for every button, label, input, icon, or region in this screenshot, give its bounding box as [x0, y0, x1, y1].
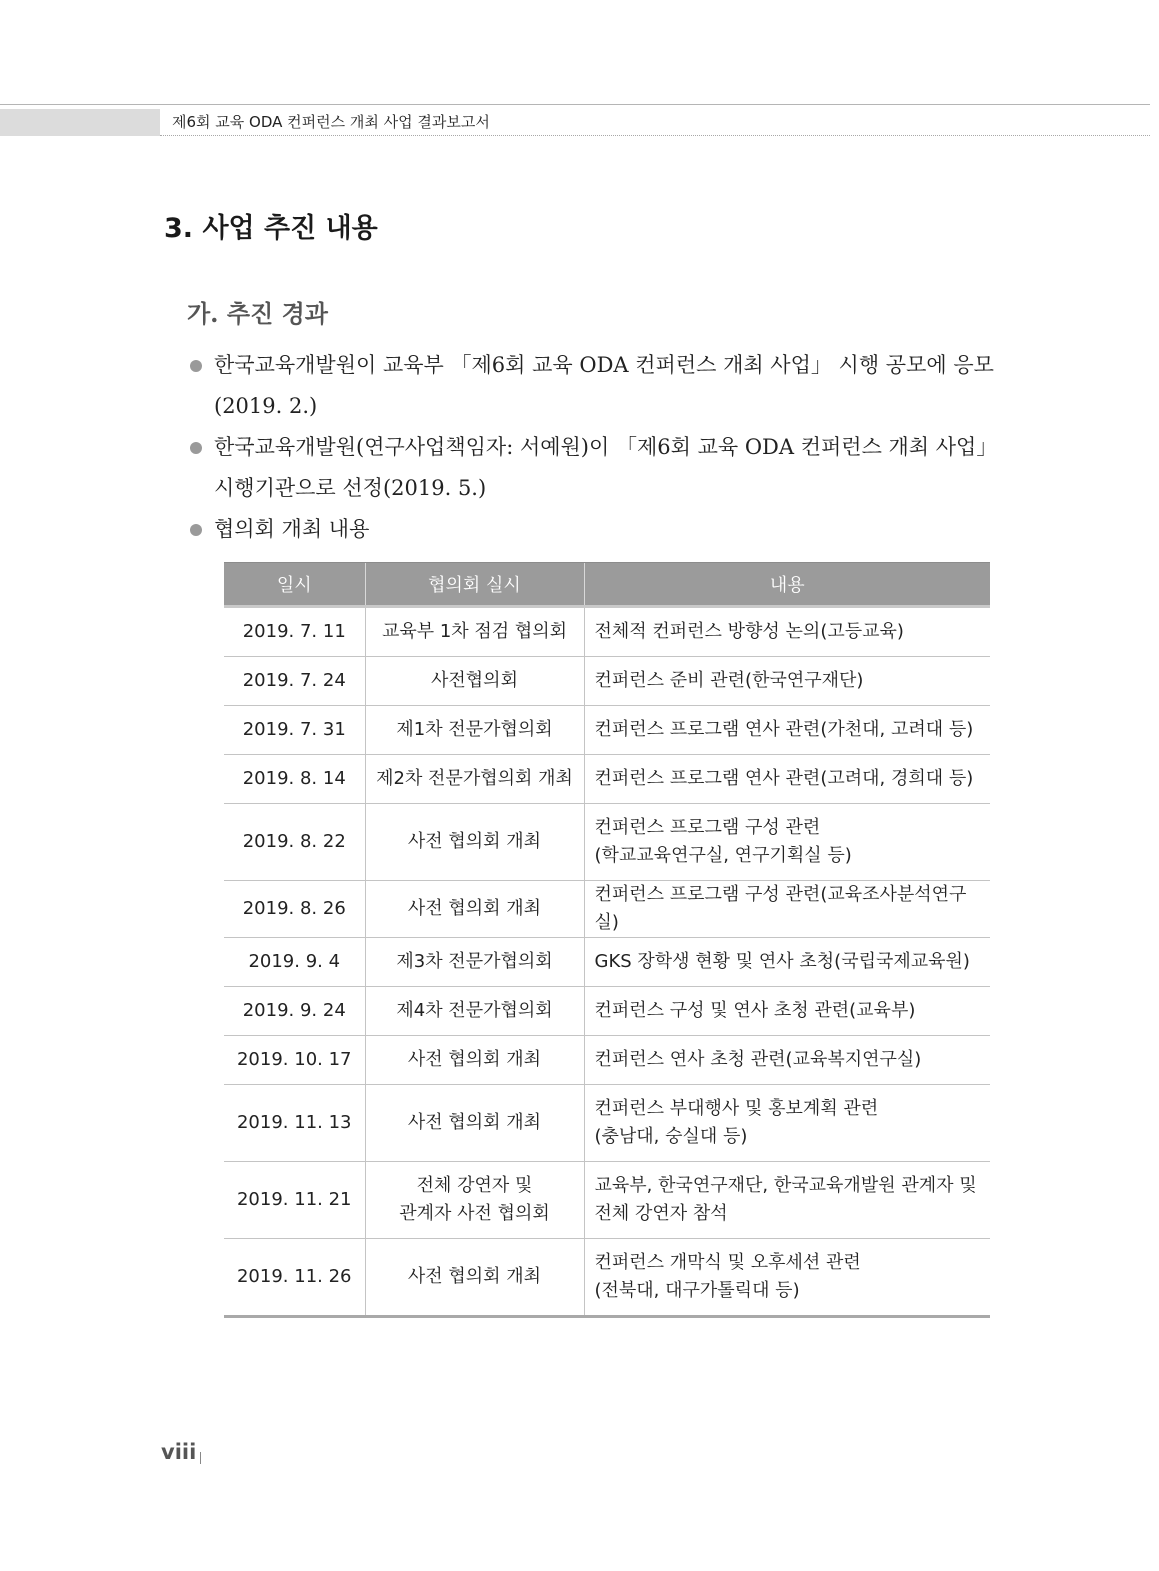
cell-meeting: 사전 협의회 개최 — [365, 881, 584, 938]
bullet-item — [190, 345, 1005, 427]
cell-date: 2019. 8. 14 — [224, 755, 365, 804]
bullet-dot-icon — [190, 524, 202, 536]
running-header — [0, 104, 1150, 136]
meeting-table — [224, 562, 990, 1318]
cell-date: 2019. 8. 22 — [224, 804, 365, 881]
bullet-dot-icon — [190, 442, 202, 454]
table-row — [224, 1085, 990, 1162]
cell-content: 컨퍼런스 부대행사 및 홍보계획 관련 (충남대, 숭실대 등) — [584, 1085, 990, 1162]
table-row — [224, 881, 990, 938]
cell-content: 컨퍼런스 구성 및 연사 초청 관련(교육부) — [584, 987, 990, 1036]
cell-meeting: 전체 강연자 및 관계자 사전 협의회 — [365, 1162, 584, 1239]
header-dotted-rule — [160, 135, 1150, 136]
cell-content: 컨퍼런스 프로그램 구성 관련 (학교교육연구실, 연구기획실 등) — [584, 804, 990, 881]
cell-meeting: 제2차 전문가협의회 개최 — [365, 755, 584, 804]
cell-content: 컨퍼런스 프로그램 연사 관련(가천대, 고려대 등) — [584, 706, 990, 755]
cell-date: 2019. 11. 21 — [224, 1162, 365, 1239]
table-header-row — [224, 563, 990, 607]
cell-meeting: 제4차 전문가협의회 — [365, 987, 584, 1036]
bullet-text: 한국교육개발원(연구사업책임자: 서예원)이 「제6회 교육 ODA 컨퍼런스 개최 사업」 시행기관으로 선정(2019. 5.) — [214, 435, 998, 500]
cell-date: 2019. 7. 11 — [224, 607, 365, 657]
header-meeting: 협의회 실시 — [365, 563, 584, 607]
cell-meeting: 제1차 전문가협의회 — [365, 706, 584, 755]
table-row — [224, 1162, 990, 1239]
header-content: 내용 — [584, 563, 990, 607]
table-row — [224, 607, 990, 657]
header-gray-block — [0, 109, 160, 136]
table-row — [224, 1239, 990, 1317]
table-row — [224, 987, 990, 1036]
cell-date: 2019. 7. 31 — [224, 706, 365, 755]
cell-date: 2019. 7. 24 — [224, 657, 365, 706]
cell-date: 2019. 10. 17 — [224, 1036, 365, 1085]
bullet-item — [190, 509, 1005, 550]
cell-content: GKS 장학생 현황 및 연사 초청(국립국제교육원) — [584, 938, 990, 987]
running-title: 제6회 교육 ODA 컨퍼런스 개최 사업 결과보고서 — [172, 113, 490, 131]
page-number: viii — [161, 1440, 197, 1464]
bullet-text: 협의회 개최 내용 — [214, 517, 370, 541]
cell-meeting: 사전 협의회 개최 — [365, 1036, 584, 1085]
cell-content: 컨퍼런스 연사 초청 관련(교육복지연구실) — [584, 1036, 990, 1085]
bullet-text: 한국교육개발원이 교육부 「제6회 교육 ODA 컨퍼런스 개최 사업」 시행 공모에 응모 (2019. 2.) — [214, 353, 994, 418]
cell-date: 2019. 9. 4 — [224, 938, 365, 987]
cell-content: 컨퍼런스 개막식 및 오후세션 관련 (전북대, 대구가톨릭대 등) — [584, 1239, 990, 1317]
cell-meeting: 제3차 전문가협의회 — [365, 938, 584, 987]
cell-meeting: 사전협의회 — [365, 657, 584, 706]
bullet-item — [190, 427, 1005, 509]
cell-meeting: 사전 협의회 개최 — [365, 804, 584, 881]
cell-meeting: 사전 협의회 개최 — [365, 1085, 584, 1162]
table-row — [224, 804, 990, 881]
cell-date: 2019. 11. 13 — [224, 1085, 365, 1162]
page-number-divider — [200, 1452, 201, 1464]
cell-date: 2019. 8. 26 — [224, 881, 365, 938]
cell-meeting: 교육부 1차 점검 협의회 — [365, 607, 584, 657]
table-row — [224, 755, 990, 804]
cell-content: 전체적 컨퍼런스 방향성 논의(고등교육) — [584, 607, 990, 657]
header-rule — [0, 104, 1150, 105]
header-date: 일시 — [224, 563, 365, 607]
bullet-dot-icon — [190, 360, 202, 372]
cell-content: 교육부, 한국연구재단, 한국교육개발원 관계자 및 전체 강연자 참석 — [584, 1162, 990, 1239]
table-row — [224, 1036, 990, 1085]
cell-content: 컨퍼런스 프로그램 연사 관련(고려대, 경희대 등) — [584, 755, 990, 804]
table-row — [224, 706, 990, 755]
section-title: 3. 사업 추진 내용 — [164, 213, 378, 244]
subsection-title: 가. 추진 경과 — [187, 299, 328, 328]
cell-content: 컨퍼런스 프로그램 구성 관련(교육조사분석연구실) — [584, 881, 990, 938]
cell-date: 2019. 9. 24 — [224, 987, 365, 1036]
table-row — [224, 938, 990, 987]
table-row — [224, 657, 990, 706]
cell-content: 컨퍼런스 준비 관련(한국연구재단) — [584, 657, 990, 706]
cell-meeting: 사전 협의회 개최 — [365, 1239, 584, 1317]
cell-date: 2019. 11. 26 — [224, 1239, 365, 1317]
